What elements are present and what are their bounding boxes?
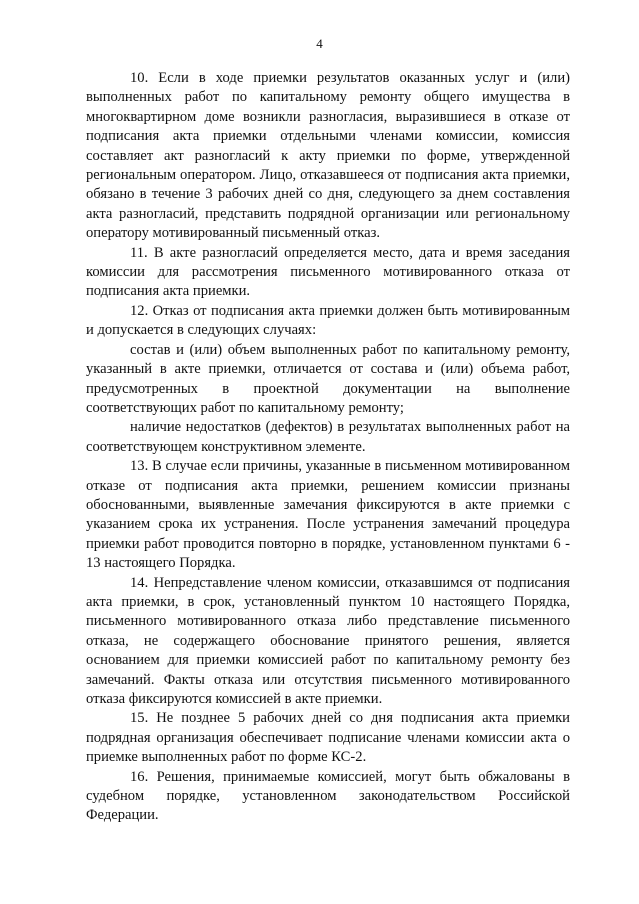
paragraph-16: 16. Решения, принимаемые комиссией, могут быть обжалованы в судебном порядке, установленном законодательством Российской Федерации. (86, 768, 570, 824)
page-number: 4 (316, 36, 323, 51)
paragraph-12-case-2: наличие недостатков (дефектов) в результатах выполненных работ на соответствующем конструктивном элементе. (86, 419, 570, 455)
paragraph-13: 13. В случае если причины, указанные в письменном мотивированном отказе от подписания акта приемки, решением комиссии признаны обоснованными, выявленные замечания фиксируются в акте приемки с указанием срока их устранения. После устранения замечаний процедура приемки работ проводится повторно в порядке, установленном пунктами 6 - 13 настоящего Порядка. (86, 458, 570, 572)
paragraph-11: 11. В акте разногласий определяется место, дата и время заседания комиссии для рассмотрения письменного мотивированного отказа от подписания акта приемки. (86, 244, 570, 300)
paragraph-12: 12. Отказ от подписания акта приемки должен быть мотивированным и допускается в следующих случаях: (86, 302, 570, 339)
paragraph-10: 10. Если в ходе приемки результатов оказанных услуг и (или) выполненных работ по капитальному ремонту общего имущества в многоквартирном доме возникли разногласия, выразившиеся в отказе от подписания акта приемки отдельными членами комиссии, комиссия составляет акт разногласий к акту приемки по форме, утвержденной региональным оператором. Лицо, отказавшееся от подписания акта приемки, обязано в течение 3 рабочих дней со дня, следующего за днем составления акта разногласий, представить подрядной организации или региональному оператору мотивированный письменный отказ. (86, 70, 570, 242)
paragraph-15: 15. Не позднее 5 рабочих дней со дня подписания акта приемки подрядная организация обеспечивает подписание членами комиссии акта о приемке выполненных работ по форме КС-2. (86, 710, 570, 766)
document-body (86, 69, 570, 826)
paragraph-12-case-1: состав и (или) объем выполненных работ по капитальному ремонту, указанный в акте приемки, отличается от состава и (или) объема работ, предусмотренных в проектной документации на выполнение соответствующих работ по капитальному ремонту; (86, 341, 570, 416)
paragraph-14: 14. Непредставление членом комиссии, отказавшимся от подписания акта приемки, в срок, установленный пунктом 10 настоящего Порядка, письменного мотивированного отказа либо представление письменного отказа, не содержащего обоснование принятого решения, является основанием для приемки комиссией работ по капитальному ремонту без замечаний. Факты отказа или отсутствия письменного мотивированного отказа фиксируются комиссией в акте приемки. (86, 574, 570, 707)
